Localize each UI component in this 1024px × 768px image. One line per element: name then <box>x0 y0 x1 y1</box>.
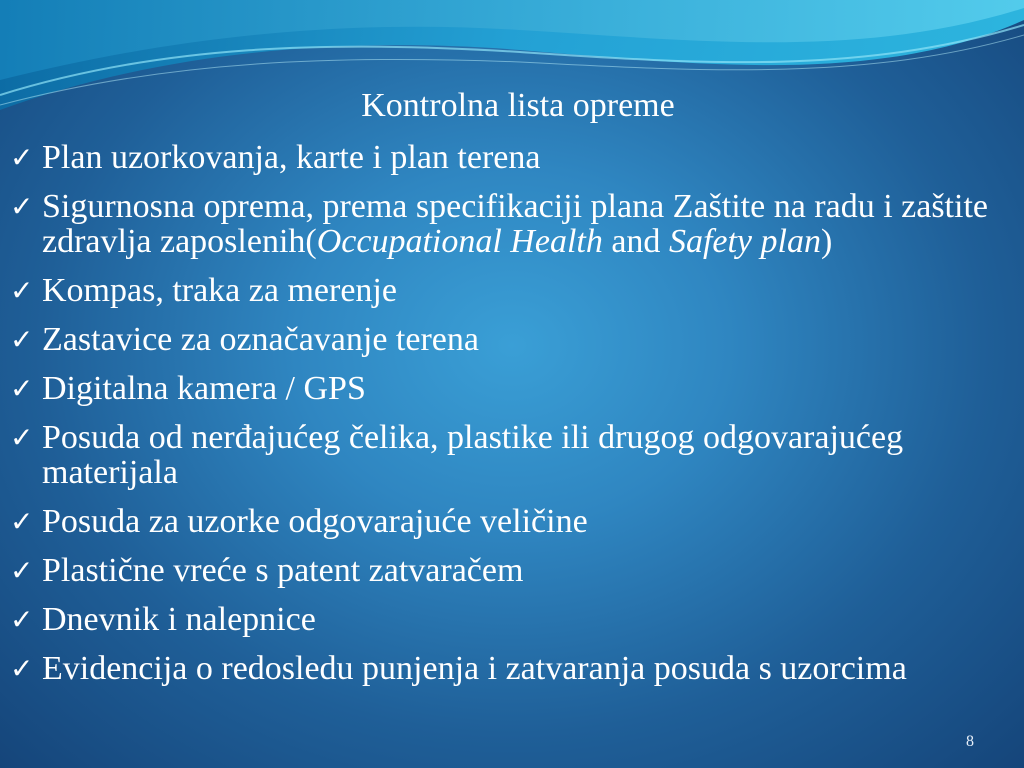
list-item-text: Plastične vreće s patent zatvaračem <box>42 552 524 589</box>
list-item <box>10 322 1005 357</box>
list-item <box>10 602 1005 637</box>
list-item <box>10 140 1005 175</box>
list-item <box>10 273 1005 308</box>
checkmark-icon: ✓ <box>10 505 34 538</box>
list-item-text: Posuda za uzorke odgovarajuće veličine <box>42 503 588 540</box>
list-item-text: and <box>602 223 669 260</box>
list-item-text: ) <box>820 223 833 260</box>
checkmark-icon: ✓ <box>10 372 34 405</box>
list-item-text: Zastavice za označavanje terena <box>42 321 479 358</box>
checkmark-icon: ✓ <box>10 421 34 454</box>
page-number: 8 <box>966 733 974 750</box>
list-item <box>10 371 1005 406</box>
list-item-italic-text: Safety plan <box>668 223 821 260</box>
checkmark-icon: ✓ <box>10 190 34 223</box>
checkmark-icon: ✓ <box>10 603 34 636</box>
list-item-text: Posuda od nerđajućeg čelika, plastike ili drugog odgovarajućeg materijala <box>42 419 904 491</box>
list-item <box>10 504 1005 539</box>
list-item <box>10 189 1005 259</box>
list-item <box>10 420 1005 490</box>
list-item-text: Digitalna kamera / GPS <box>42 370 366 407</box>
checkmark-icon: ✓ <box>10 323 34 356</box>
list-item-text: Sigurnosna oprema, prema specifikaciji plana Zaštite na radu i zaštite zdravlja zaposlenih( <box>42 188 988 260</box>
list-item-text: Kompas, traka za merenje <box>42 272 397 309</box>
list-item-italic-text: Occupational Health <box>316 223 603 260</box>
list-item-text: Evidencija o redosledu punjenja i zatvaranja posuda s uzorcima <box>42 650 907 687</box>
checkmark-icon: ✓ <box>10 141 34 174</box>
checkmark-icon: ✓ <box>10 554 34 587</box>
checkmark-icon: ✓ <box>10 652 34 685</box>
list-item-text: Plan uzorkovanja, karte i plan terena <box>42 139 541 176</box>
checklist <box>10 140 1005 700</box>
list-item-text: Dnevnik i nalepnice <box>42 601 316 638</box>
list-item <box>10 651 1005 686</box>
slide-title: Kontrolna lista opreme <box>361 87 675 124</box>
list-item <box>10 553 1005 588</box>
checkmark-icon: ✓ <box>10 274 34 307</box>
